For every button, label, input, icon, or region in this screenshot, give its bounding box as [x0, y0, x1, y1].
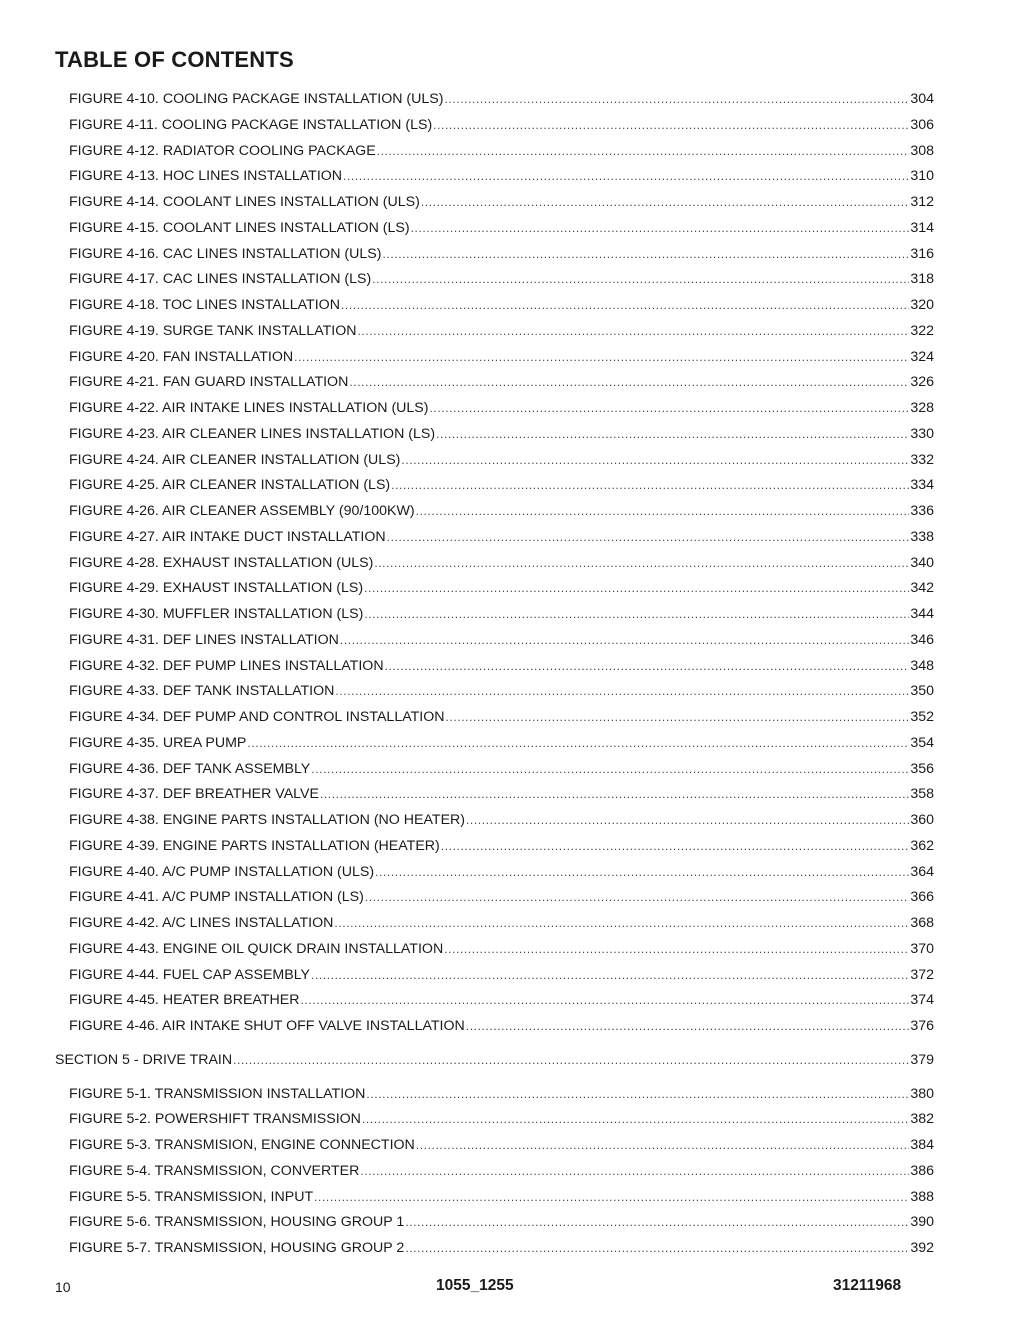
toc-entry-title: FIGURE 4-29. EXHAUST INSTALLATION (LS): [69, 580, 364, 597]
toc-dot-leader: [382, 242, 909, 268]
toc-entry-page: 350: [910, 683, 934, 700]
toc-entry-page: 316: [910, 245, 934, 262]
toc-entry-page: 334: [910, 477, 934, 494]
toc-entry-page: 356: [910, 760, 934, 777]
toc-figure-entry[interactable]: [0, 319, 934, 345]
toc-entry-page: 360: [910, 812, 934, 828]
toc-entry-page: 324: [910, 348, 934, 365]
toc-entry-title: FIGURE 4-40. A/C PUMP INSTALLATION (ULS): [69, 863, 375, 880]
toc-figure-entry[interactable]: [0, 164, 934, 190]
toc-entry-page: 372: [910, 966, 934, 983]
toc-dot-leader: [247, 731, 909, 757]
footer-page-number: 10: [55, 1279, 71, 1295]
toc-figure-entry[interactable]: [0, 1107, 934, 1133]
toc-figure-entry[interactable]: [0, 1133, 934, 1159]
toc-dot-leader: [340, 628, 909, 654]
toc-entry-page: 362: [910, 837, 934, 854]
toc-entry-page: 354: [910, 734, 934, 751]
toc-dot-leader: [430, 396, 910, 422]
toc-dot-leader: [436, 422, 909, 448]
toc-figure-entry[interactable]: [0, 499, 934, 525]
toc-figure-entry[interactable]: [0, 963, 934, 989]
toc-dot-leader: [311, 757, 909, 783]
toc-figure-entry[interactable]: [0, 1185, 934, 1211]
toc-entry-title: FIGURE 4-46. AIR INTAKE SHUT OFF VALVE INSTALLATION: [69, 1018, 465, 1034]
toc-entry-page: 320: [910, 297, 934, 313]
toc-figure-entry[interactable]: [0, 860, 934, 886]
toc-dot-leader: [320, 782, 909, 808]
toc-figure-entry[interactable]: [0, 628, 934, 654]
toc-dot-leader: [444, 87, 909, 113]
toc-figure-entry[interactable]: [0, 937, 934, 963]
toc-entry-title: FIGURE 4-36. DEF TANK ASSEMBLY: [69, 760, 311, 777]
footer-doc-number: 31211968: [833, 1277, 902, 1294]
toc-entry-page: 384: [910, 1137, 934, 1153]
toc-entry-page: 358: [910, 786, 934, 803]
toc-entry-title: FIGURE 4-12. RADIATOR COOLING PACKAGE: [69, 142, 376, 159]
toc-entry-page: 330: [910, 425, 934, 442]
toc-figure-entry[interactable]: [0, 370, 934, 396]
toc-figure-entry[interactable]: [0, 808, 934, 834]
toc-figure-entry[interactable]: [0, 422, 934, 448]
toc-entry-page: 352: [910, 709, 934, 725]
toc-entry-page: 379: [910, 1051, 934, 1068]
toc-entry-title: FIGURE 4-42. A/C LINES INSTALLATION: [69, 915, 334, 931]
toc-entry-title: FIGURE 4-11. COOLING PACKAGE INSTALLATION (LS): [69, 116, 433, 133]
toc-entry-title: FIGURE 5-3. TRANSMISION, ENGINE CONNECTION: [69, 1137, 415, 1153]
toc-list: [0, 87, 1024, 1262]
toc-figure-entry[interactable]: [0, 396, 934, 422]
toc-section-entry[interactable]: [0, 1048, 934, 1074]
toc-dot-leader: [377, 139, 910, 165]
toc-dot-leader: [311, 963, 909, 989]
toc-dot-leader: [233, 1048, 909, 1074]
toc-dot-leader: [433, 113, 909, 139]
toc-dot-leader: [391, 473, 909, 499]
toc-entry-title: FIGURE 4-33. DEF TANK INSTALLATION: [69, 683, 335, 700]
toc-entry-page: 348: [910, 657, 934, 674]
toc-entry-page: 306: [910, 116, 934, 133]
toc-figure-entry[interactable]: [0, 988, 934, 1014]
toc-dot-leader: [405, 1210, 909, 1236]
toc-entry-title: FIGURE 4-18. TOC LINES INSTALLATION: [69, 297, 340, 313]
toc-entry-title: FIGURE 4-32. DEF PUMP LINES INSTALLATION: [69, 657, 384, 674]
toc-entry-page: 342: [910, 580, 934, 597]
toc-entry-page: 392: [910, 1240, 934, 1256]
toc-entry-page: 308: [910, 142, 934, 159]
toc-entry-title: FIGURE 5-4. TRANSMISSION, CONVERTER: [69, 1162, 360, 1179]
toc-figure-entry[interactable]: [0, 242, 934, 268]
toc-figure-entry[interactable]: [0, 448, 934, 474]
toc-figure-entry[interactable]: [0, 782, 934, 808]
toc-figure-entry[interactable]: [0, 190, 934, 216]
toc-dot-leader: [375, 860, 909, 886]
toc-entry-page: 314: [910, 219, 934, 236]
toc-entry-title: FIGURE 4-39. ENGINE PARTS INSTALLATION (HEATER): [69, 837, 440, 854]
toc-figure-entry[interactable]: [0, 911, 934, 937]
toc-dot-leader: [300, 988, 909, 1014]
toc-figure-entry[interactable]: [0, 139, 934, 165]
toc-entry-page: 382: [910, 1111, 934, 1128]
toc-entry-title: FIGURE 4-45. HEATER BREATHER: [69, 992, 300, 1009]
toc-entry-title: FIGURE 4-10. COOLING PACKAGE INSTALLATION (ULS): [69, 91, 444, 107]
toc-entry-title: FIGURE 5-5. TRANSMISSION, INPUT: [69, 1188, 314, 1205]
toc-figure-entry[interactable]: [0, 1159, 934, 1185]
toc-entry-page: 386: [910, 1162, 934, 1179]
toc-dot-leader: [358, 319, 910, 345]
toc-dot-leader: [343, 164, 909, 190]
toc-figure-entry[interactable]: [0, 679, 934, 705]
toc-entry-title: FIGURE 4-22. AIR INTAKE LINES INSTALLATION (ULS): [69, 400, 429, 416]
toc-dot-leader: [441, 834, 910, 860]
toc-entry-page: 338: [910, 528, 934, 545]
toc-entry-page: 368: [910, 915, 934, 931]
toc-entry-page: 380: [910, 1085, 934, 1102]
toc-dot-leader: [444, 937, 909, 963]
toc-entry-page: 328: [910, 400, 934, 416]
toc-entry-title: FIGURE 4-37. DEF BREATHER VALVE: [69, 786, 319, 803]
toc-dot-leader: [335, 679, 909, 705]
toc-entry-title: FIGURE 4-44. FUEL CAP ASSEMBLY: [69, 966, 311, 983]
toc-entry-title: FIGURE 4-16. CAC LINES INSTALLATION (ULS): [69, 245, 382, 262]
toc-entry-page: 332: [910, 451, 934, 468]
toc-entry-page: 346: [910, 631, 934, 648]
page-title: TABLE OF CONTENTS: [55, 47, 294, 72]
toc-dot-leader: [349, 370, 909, 396]
toc-entry-page: 388: [910, 1188, 934, 1205]
toc-entry-title: FIGURE 4-20. FAN INSTALLATION: [69, 348, 294, 365]
toc-dot-leader: [387, 525, 910, 551]
toc-entry-title: FIGURE 4-24. AIR CLEANER INSTALLATION (ULS): [69, 451, 401, 468]
toc-dot-leader: [401, 448, 909, 474]
toc-dot-leader: [314, 1185, 909, 1211]
toc-entry-title: FIGURE 4-30. MUFFLER INSTALLATION (LS): [69, 606, 364, 622]
toc-entry-title: FIGURE 4-25. AIR CLEANER INSTALLATION (LS): [69, 477, 391, 494]
toc-entry-page: 326: [910, 374, 934, 391]
toc-entry-title: FIGURE 5-2. POWERSHIFT TRANSMISSION: [69, 1111, 361, 1128]
toc-entry-title: SECTION 5 - DRIVE TRAIN: [55, 1051, 233, 1068]
toc-dot-leader: [374, 551, 909, 577]
toc-entry-page: 376: [910, 1018, 934, 1034]
toc-entry-title: FIGURE 4-41. A/C PUMP INSTALLATION (LS): [69, 889, 364, 906]
toc-figure-entry[interactable]: [0, 87, 934, 113]
toc-entry-page: 364: [910, 863, 934, 880]
toc-figure-entry[interactable]: [0, 1014, 934, 1040]
toc-entry-page: 344: [910, 606, 934, 622]
toc-dot-leader: [411, 216, 910, 242]
toc-dot-leader: [416, 1133, 910, 1159]
toc-entry-title: FIGURE 4-13. HOC LINES INSTALLATION: [69, 168, 343, 185]
toc-dot-leader: [416, 499, 910, 525]
toc-figure-entry[interactable]: [0, 705, 934, 731]
toc-figure-entry[interactable]: [0, 113, 934, 139]
toc-dot-leader: [362, 1107, 909, 1133]
toc-entry-title: FIGURE 4-28. EXHAUST INSTALLATION (ULS): [69, 554, 374, 571]
toc-entry-page: 340: [910, 554, 934, 571]
toc-dot-leader: [341, 293, 909, 319]
toc-figure-entry[interactable]: [0, 551, 934, 577]
toc-figure-entry[interactable]: [0, 1082, 934, 1108]
toc-figure-entry[interactable]: [0, 267, 934, 293]
toc-figure-entry[interactable]: [0, 602, 934, 628]
toc-figure-entry[interactable]: [0, 757, 934, 783]
toc-dot-leader: [466, 808, 909, 834]
toc-figure-entry[interactable]: [0, 576, 934, 602]
toc-entry-title: FIGURE 4-19. SURGE TANK INSTALLATION: [69, 322, 357, 339]
toc-entry-title: FIGURE 5-1. TRANSMISSION INSTALLATION: [69, 1085, 366, 1102]
toc-entry-page: 312: [910, 194, 934, 210]
toc-entry-title: FIGURE 5-7. TRANSMISSION, HOUSING GROUP 2: [69, 1240, 405, 1256]
toc-entry-page: 310: [910, 168, 934, 185]
toc-entry-title: FIGURE 4-14. COOLANT LINES INSTALLATION (ULS): [69, 194, 420, 210]
toc-figure-entry[interactable]: [0, 1236, 934, 1262]
toc-entry-title: FIGURE 4-34. DEF PUMP AND CONTROL INSTALLATION: [69, 709, 445, 725]
toc-figure-entry[interactable]: [0, 885, 934, 911]
toc-entry-title: FIGURE 4-31. DEF LINES INSTALLATION: [69, 631, 339, 648]
toc-entry-page: 322: [910, 322, 934, 339]
toc-entry-page: 370: [910, 940, 934, 957]
toc-entry-page: 390: [910, 1214, 934, 1231]
toc-dot-leader: [360, 1159, 909, 1185]
toc-entry-title: FIGURE 4-21. FAN GUARD INSTALLATION: [69, 374, 349, 391]
toc-entry-title: FIGURE 4-38. ENGINE PARTS INSTALLATION (NO HEATER): [69, 812, 465, 828]
toc-entry-title: FIGURE 4-23. AIR CLEANER LINES INSTALLATION (LS): [69, 425, 436, 442]
toc-entry-title: FIGURE 4-43. ENGINE OIL QUICK DRAIN INSTALLATION: [69, 940, 444, 957]
toc-entry-title: FIGURE 5-6. TRANSMISSION, HOUSING GROUP 1: [69, 1214, 405, 1231]
toc-figure-entry[interactable]: [0, 731, 934, 757]
toc-entry-title: FIGURE 4-15. COOLANT LINES INSTALLATION (LS): [69, 219, 410, 236]
toc-dot-leader: [446, 705, 910, 731]
toc-figure-entry[interactable]: [0, 834, 934, 860]
toc-entry-page: 374: [910, 992, 934, 1009]
toc-figure-entry[interactable]: [0, 345, 934, 371]
toc-entry-page: 336: [910, 503, 934, 519]
toc-dot-leader: [365, 885, 909, 911]
toc-dot-leader: [364, 576, 909, 602]
toc-dot-leader: [334, 911, 909, 937]
toc-entry-title: FIGURE 4-27. AIR INTAKE DUCT INSTALLATION: [69, 528, 386, 545]
toc-figure-entry[interactable]: [0, 216, 934, 242]
toc-dot-leader: [405, 1236, 909, 1262]
toc-figure-entry[interactable]: [0, 525, 934, 551]
toc-entry-page: 366: [910, 889, 934, 906]
toc-dot-leader: [366, 1082, 909, 1108]
toc-dot-leader: [466, 1014, 910, 1040]
toc-figure-entry[interactable]: [0, 473, 934, 499]
toc-dot-leader: [294, 345, 909, 371]
toc-figure-entry[interactable]: [0, 654, 934, 680]
toc-entry-page: 318: [910, 271, 934, 288]
toc-dot-leader: [421, 190, 910, 216]
toc-figure-entry[interactable]: [0, 1210, 934, 1236]
toc-figure-entry[interactable]: [0, 293, 934, 319]
toc-dot-leader: [372, 267, 909, 293]
toc-dot-leader: [364, 602, 909, 628]
toc-entry-title: FIGURE 4-26. AIR CLEANER ASSEMBLY (90/100KW): [69, 503, 415, 519]
toc-entry-title: FIGURE 4-17. CAC LINES INSTALLATION (LS): [69, 271, 372, 288]
toc-entry-title: FIGURE 4-35. UREA PUMP: [69, 734, 247, 751]
toc-dot-leader: [385, 654, 910, 680]
footer-model: 1055_1255: [436, 1277, 514, 1294]
toc-entry-page: 304: [910, 91, 934, 107]
